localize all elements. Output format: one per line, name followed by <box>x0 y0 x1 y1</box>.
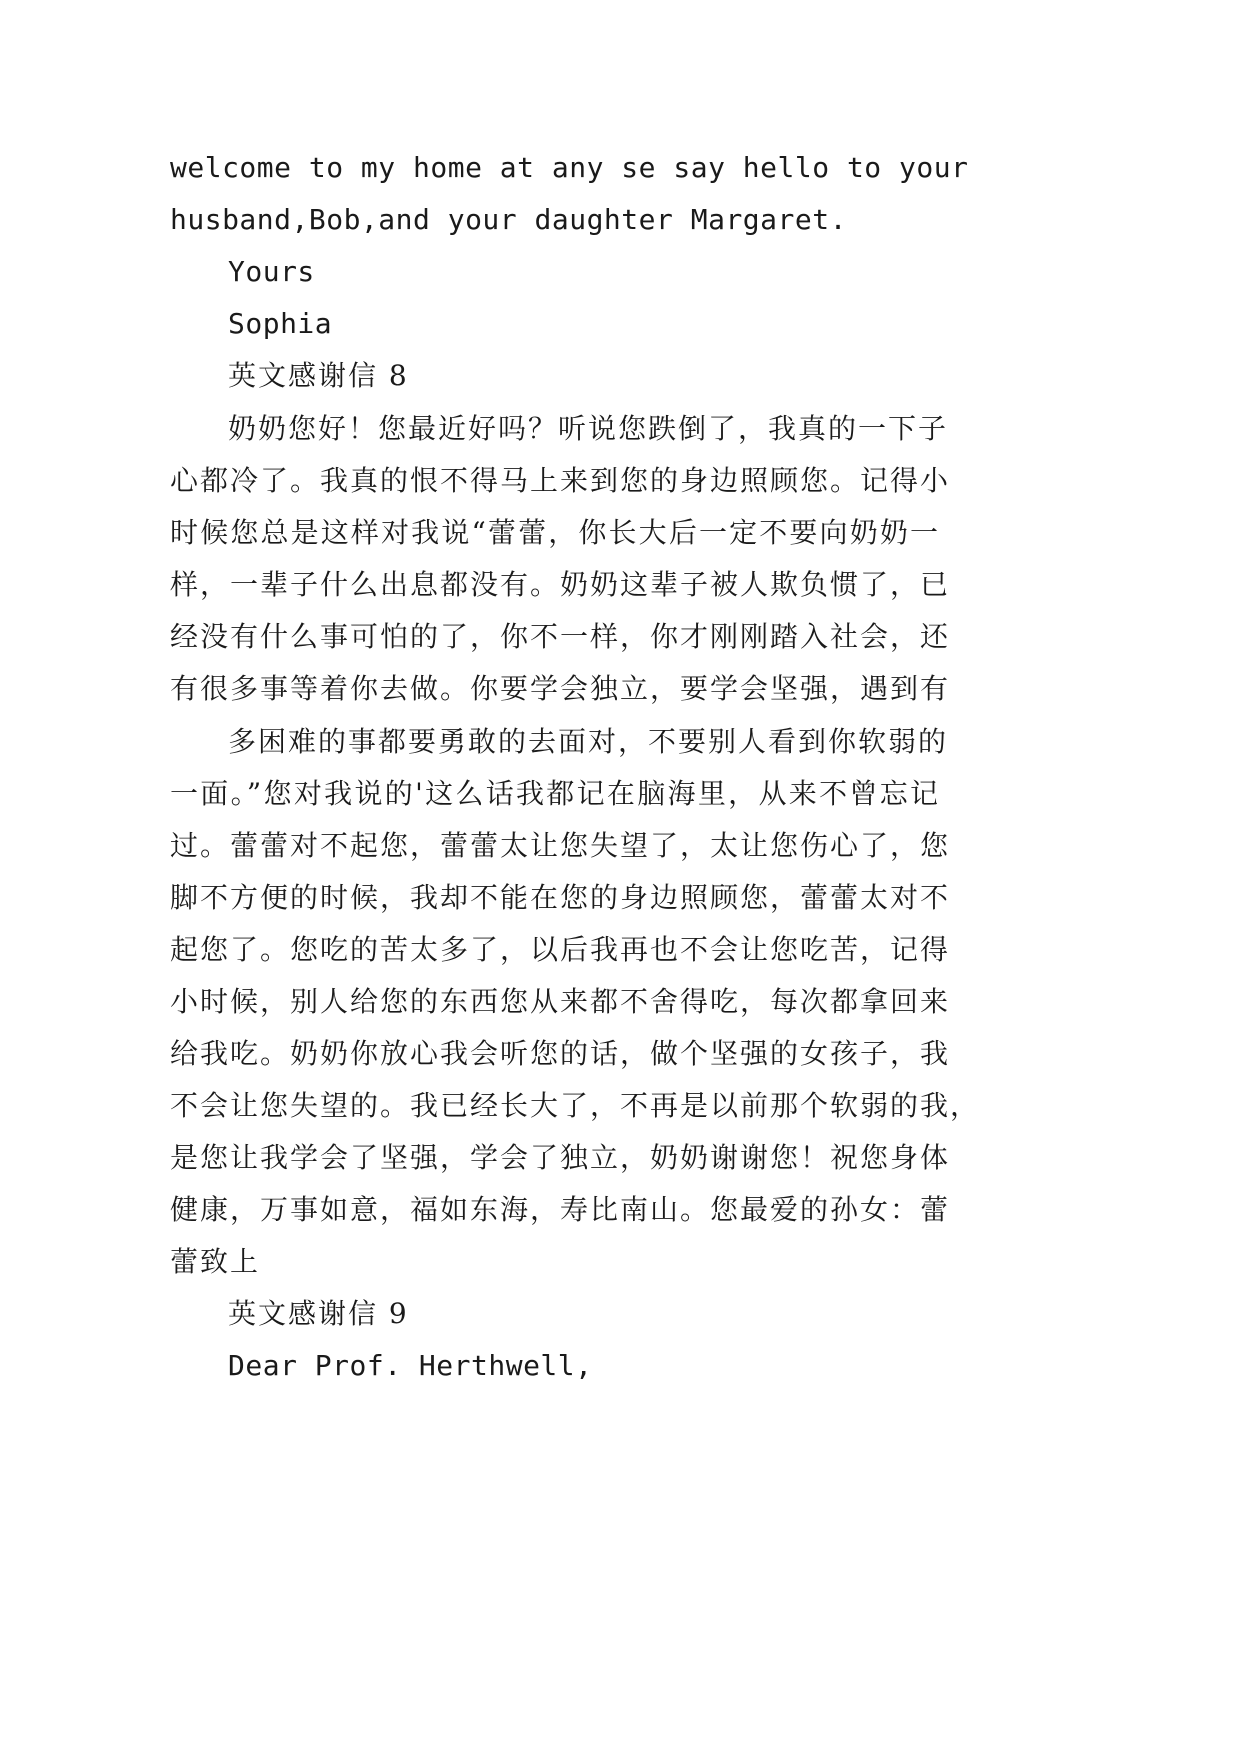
letter-text-line: 一面。”您对我说的'这么话我都记在脑海里，从来不曾忘记 <box>170 777 940 810</box>
letter-text-line: 奶奶您好！您最近好吗？听说您跌倒了，我真的一下子 <box>228 412 949 445</box>
letter-text-line: 健康，万事如意，福如东海，寿比南山。您最爱的孙女：蕾 <box>170 1193 951 1226</box>
letter-text-line: 心都冷了。我真的恨不得马上来到您的身边照顾您。记得小 <box>170 464 951 497</box>
letter-text-line: 蕾致上 <box>170 1245 261 1278</box>
letter-text-line: 样，一辈子什么出息都没有。奶奶这辈子被人欺负惯了，已 <box>170 568 951 601</box>
salutation: Dear Prof. Herthwell, <box>228 1349 593 1382</box>
letter-text-line: 起您了。您吃的苦太多了，以后我再也不会让您吃苦，记得 <box>170 933 951 966</box>
closing-yours: Yours <box>228 255 315 288</box>
section-heading: 英文感谢信 9 <box>228 1297 409 1330</box>
letter-text-line: husband,Bob,and your daughter Margaret. <box>170 203 847 236</box>
letter-text-line: 经没有什么事可怕的了，你不一样，你才刚刚踏入社会，还 <box>170 620 951 653</box>
letter-text-line: 有很多事等着你去做。你要学会独立，要学会坚强，遇到有 <box>170 672 951 705</box>
letter-text-line: 小时候，别人给您的东西您从来都不舍得吃，每次都拿回来 <box>170 985 951 1018</box>
letter-text-line: 过。蕾蕾对不起您，蕾蕾太让您失望了，太让您伤心了，您 <box>170 829 951 862</box>
signature-sophia: Sophia <box>228 307 333 340</box>
letter-text-line: 脚不方便的时候，我却不能在您的身边照顾您，蕾蕾太对不 <box>170 881 951 914</box>
letter-text-line: welcome to my home at any se say hello to your <box>170 151 969 184</box>
section-heading: 英文感谢信 8 <box>228 359 409 392</box>
letter-text-line: 给我吃。奶奶你放心我会听您的话，做个坚强的女孩子，我 <box>170 1037 951 1070</box>
letter-text-line: 时候您总是这样对我说“蕾蕾，你长大后一定不要向奶奶一 <box>170 516 940 549</box>
letter-text-line: 多困难的事都要勇敢的去面对，不要别人看到你软弱的 <box>228 725 949 758</box>
letter-text-line: 是您让我学会了坚强，学会了独立，奶奶谢谢您！祝您身体 <box>170 1141 951 1174</box>
letter-text-line: 不会让您失望的。我已经长大了，不再是以前那个软弱的我， <box>170 1089 981 1122</box>
